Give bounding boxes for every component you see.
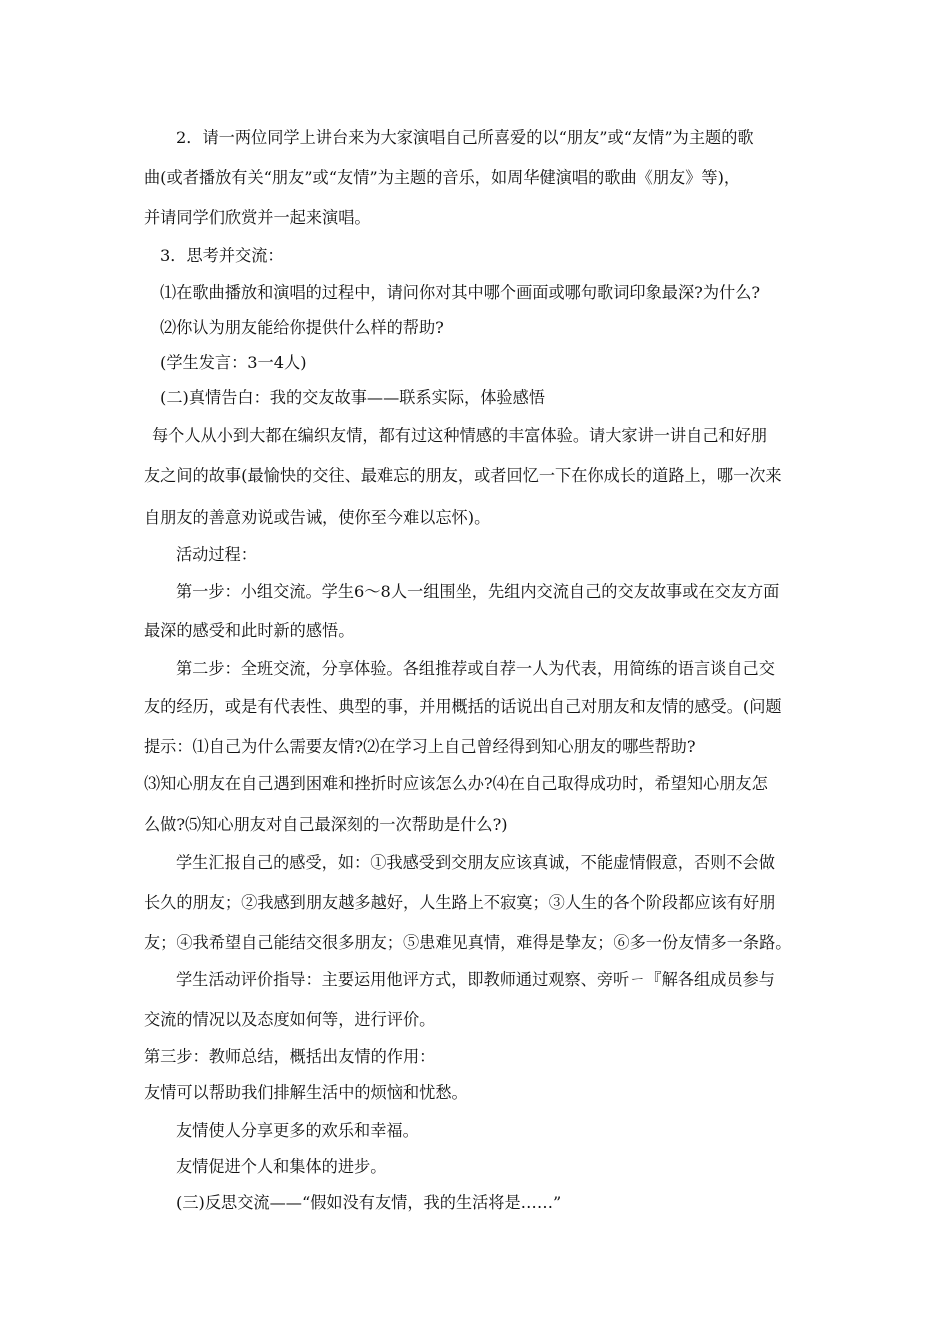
text-line: 活动过程： <box>176 545 257 564</box>
text-line: ⑵你认为朋友能给你提供什么样的帮助? <box>160 318 444 337</box>
section-heading: (二)真情告白：我的交友故事——联系实际，体验感悟 <box>160 388 545 407</box>
text-line: 曲(或者播放有关“朋友”或“友情”为主题的音乐，如周华健演唱的歌曲《朋友》等)， <box>144 168 741 187</box>
text-line: ⑶知心朋友在自己遇到困难和挫折时应该怎么办?⑷在自己取得成功时，希望知心朋友怎 <box>144 774 768 793</box>
text-line: 友；④我希望自己能结交很多朋友；⑤患难见真情，难得是挚友；⑥多一份友情多一条路。 <box>144 933 792 952</box>
text-line: (学生发言：3一4人) <box>160 353 307 372</box>
text-line: ⑴在歌曲播放和演唱的过程中，请问你对其中哪个画面或哪句歌词印象最深?为什么? <box>160 283 761 302</box>
text-line: 交流的情况以及态度如何等，进行评价。 <box>144 1010 436 1029</box>
section-heading: (三)反思交流——“假如没有友情，我的生活将是……” <box>176 1193 562 1212</box>
text-line: 第二步：全班交流，分享体验。各组推荐或自荐一人为代表，用简练的语言谈自己交 <box>176 659 775 678</box>
text-line: 友之间的故事(最愉快的交往、最难忘的朋友，或者回忆一下在你成长的道路上，哪一次来 <box>144 466 782 485</box>
text-line: 最深的感受和此时新的感悟。 <box>144 621 355 640</box>
text-line: 提示：⑴自己为什么需要友情?⑵在学习上自己曾经得到知心朋友的哪些帮助? <box>144 737 696 756</box>
text-line: 长久的朋友；②我感到朋友越多越好，人生路上不寂寞；③人生的各个阶段都应该有好朋 <box>144 893 776 912</box>
text-line: 第三步：教师总结，概括出友情的作用： <box>144 1047 436 1066</box>
text-line: 学生活动评价指导：主要运用他评方式，即教师通过观察、旁听ㄧ『解各组成员参与 <box>176 970 775 989</box>
text-line: 每个人从小到大都在编织友情，都有过这种情感的丰富体验。请大家讲一讲自己和好朋 <box>152 426 768 445</box>
text-line: 并请同学们欣赏并一起来演唱。 <box>144 208 371 227</box>
text-line: 友的经历，或是有代表性、典型的事，并用概括的话说出自己对朋友和友情的感受。(问题 <box>144 697 782 716</box>
text-line: 第一步：小组交流。学生6～8人一组围坐，先组内交流自己的交友故事或在交友方面 <box>176 582 780 601</box>
text-line: 友情促进个人和集体的进步。 <box>176 1157 387 1176</box>
text-line: 么做?⑸知心朋友对自己最深刻的一次帮助是什么?) <box>144 815 508 834</box>
text-line: 自朋友的善意劝说或告诫，使你至今难以忘怀)。 <box>144 508 491 527</box>
text-line: 3．思考并交流： <box>160 246 284 265</box>
text-line: 友情可以帮助我们排解生活中的烦恼和忧愁。 <box>144 1083 468 1102</box>
text-line: 学生汇报自己的感受，如：①我感受到交朋友应该真诚，不能虚情假意，否则不会做 <box>176 853 775 872</box>
text-line: 2．请一两位同学上讲台来为大家演唱自己所喜爱的以“朋友”或“友情”为主题的歌 <box>176 128 754 147</box>
text-line: 友情使人分享更多的欢乐和幸福。 <box>176 1121 419 1140</box>
